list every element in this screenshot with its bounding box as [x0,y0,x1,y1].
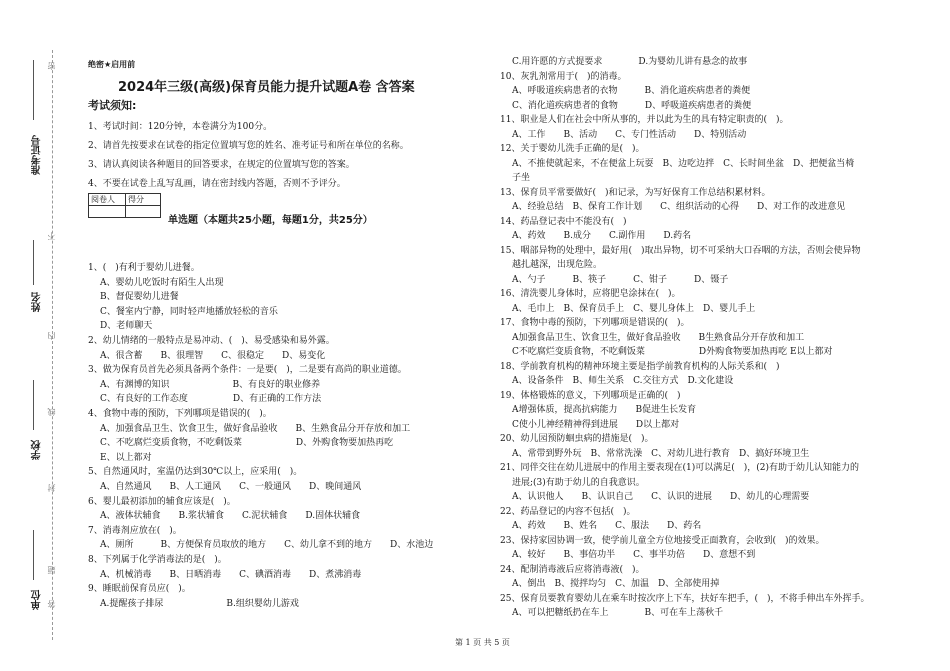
answer-options: A、自然通风 B、人工通风 C、一般通风 D、晚间通风 [100,482,362,492]
exam-number-label: 准考证号 [32,135,43,175]
exam-number-blank[interactable] [33,60,35,120]
school-label: 学校 [32,440,43,460]
seal-line [52,50,53,640]
grader-header: 阅卷人 [89,194,126,206]
question-stem: 7、消毒剂应放在( )。 [88,525,182,536]
secret-label: 绝密★启用前 [88,60,136,69]
answer-options: C.用许愿的方式提要求 D.为婴幼儿讲有悬念的故事 [512,57,748,67]
notice-item: 3、请认真阅读各种题目的回答要求，在规定的位置填写您的答案。 [88,160,355,170]
answer-options: A、设备条件 B、师生关系 C.交往方式 D.文化建设 [512,376,734,386]
seal-mark: 封 [47,484,56,492]
question-stem: 17、食物中毒的预防，下列哪项是错误的( )。 [500,318,690,328]
answer-options: A、加强食品卫生、饮食卫生，做好食品验收 B、生熟食品分开存放和加工 [100,423,411,434]
answer-options: A、倒出 B、搅拌均匀 C、加温 D、全部使用掉 [512,579,720,589]
question-stem: 19、体格锻炼的意义，下列哪项是正确的( ) [500,390,681,401]
question-stem: 25、保育员要教育婴幼儿在乘车时按次序上下车，扶好车把手，( )，不将手伸出车外挥手。 [500,593,870,604]
question-stem: 20、幼儿园预防蛔虫病的措施是( )。 [500,434,654,444]
answer-options: A、较好 B、事倍功半 C、事半功倍 D、意想不到 [512,550,756,560]
question-stem: 22、药品登记的内容不包括( )。 [500,506,636,517]
notice-item: 1、考试时间：120分钟，本卷满分为100分。 [88,122,273,132]
answer-options: C使小儿神经精神得到进展 D以上都对 [512,419,680,430]
question-stem: 4、食物中毒的预防，下列哪项是错误的( )。 [88,409,272,419]
seal-mark: 密 [47,62,56,70]
answer-options: B、督促婴幼儿进餐 [100,292,179,303]
answer-options: A、有渊博的知识 B、有良好的职业修养 [100,379,321,390]
question-stem: 18、学前教育机构的精神环境主要是指学前教育机构的人际关系和( ) [500,361,780,372]
question-stem: 13、保育员平常要做好( )和记录，为写好保育工作总结积累材料。 [500,187,771,198]
answer-options: A、很含蓄 B、很理智 C、很稳定 D、易变化 [100,350,326,361]
question-stem: 5、自然通风时，室温仍达到30℃以上，应采用( )。 [88,467,303,478]
seal-mark: 答 [47,600,56,608]
answer-options: A、认识他人 B、认识自己 C、认识的进展 D、幼儿的心理需要 [512,492,810,502]
answer-options: A、药效 B、姓名 C、服法 D、药名 [512,521,702,531]
score-table [88,193,161,218]
answer-options: A、药效 B.成分 C.副作用 D.药名 [512,231,692,241]
grader-cell[interactable] [89,206,126,218]
score-cell[interactable] [126,206,161,218]
answer-options: A增强体质，提高抗病能力 B促进生长发育 [512,405,697,415]
question-stem: 3、做为保育员首先必须具备两个条件：一是要( )，二是要有高尚的职业道德。 [88,365,407,376]
school-blank[interactable] [33,380,35,430]
unit-blank[interactable] [33,530,35,580]
answer-options: E、以上都对 [100,452,152,463]
question-stem: 11、职业是人们在社会中所从事的，并以此为生的具有特定职责的( )。 [500,115,789,125]
answer-options: A、经验总结 B、保育工作计划 C、组织活动的心得 D、对工作的改进意见 [512,202,846,212]
answer-options: C、有良好的工作态度 D、有正确的工作方法 [100,394,322,405]
question-stem: 23、保持家园协调一致，使学前儿童全方位地接受正面教育，会收到( )的效果。 [500,535,825,546]
page-title: 2024年三级(高级)保育员能力提升试题A卷 含答案 [118,80,415,95]
answer-options: A、可以把糖纸扔在车上 B、可在车上荡秋千 [512,608,724,618]
notice-item: 2、请首先按要求在试卷的指定位置填写您的姓名、准考证号和所在单位的名称。 [88,141,409,151]
score-header: 得分 [126,194,161,206]
answer-options: A、工作 B、活动 C、专门性活动 D、特别活动 [512,129,747,140]
answer-options: D、老师聊天 [100,321,153,332]
answer-options: A、机械消毒 B、日晒消毒 C、碘酒消毒 D、煮沸消毒 [100,569,362,580]
answer-options: 越扎越深，出现危险。 [512,260,603,270]
question-stem: 12、关于婴幼儿洗手正确的是( )。 [500,144,645,154]
name-label: 姓名 [32,292,43,312]
answer-options: A、婴幼儿吃饭时有陌生人出现 [100,277,224,288]
page-footer: 第 1 页 共 5 页 [455,638,510,647]
answer-options: A、呼吸道疾病患者的衣物 B、消化道疾病患者的粪便 [512,86,751,96]
question-stem: 14、药品登记表中不能没有( ) [500,216,627,227]
answer-options: 进展;(3)有助于幼儿的自我意识。 [512,477,645,488]
name-blank[interactable] [33,240,35,285]
notice-heading: 考试须知: [88,99,137,112]
question-stem: 9、睡眠前保育员应( )。 [88,584,191,595]
unit-label: 单位 [32,590,43,610]
answer-options: A.提醒孩子排尿 B.组织婴幼儿游戏 [100,598,299,609]
answer-options: A、毛巾上 B、保育员手上 C、婴儿身体上 D、婴儿手上 [512,303,756,314]
seal-mark: 不 [47,232,56,240]
question-stem: 8、下列属于化学消毒法的是( )。 [88,555,227,565]
answer-options: C、不吃腐烂变质食物，不吃剩饭菜 D、外购食物要加热再吃 [100,438,394,449]
question-stem: 21、同伴交往在幼儿进展中的作用主要表现在(1)可以满足( )，(2)有助于幼儿认知能力的 [500,463,859,473]
answer-options: A、不推使就起来，不在便盆上玩耍 B、边吃边拌 C、长时间坐盆 D、把便盆当椅 [512,158,855,169]
binding-margin [0,0,62,671]
answer-options: A加强食品卫生、饮食卫生，做好食品验收 B生熟食品分开存放和加工 [512,332,805,343]
notice-item: 4、不要在试卷上乱写乱画，请在密封线内答题，否则不予评分。 [88,179,346,189]
answer-options: A、液体状辅食 B.浆状辅食 C.泥状辅食 D.固体状辅食 [100,511,361,522]
seal-mark: 内 [47,332,56,340]
answer-options: A、勺子 B、筷子 C、钳子 D、镊子 [512,274,729,285]
question-stem: 24、配制消毒液后应将消毒液( )。 [500,564,645,575]
question-stem: 6、婴儿最初添加的辅食应该是( )。 [88,496,236,507]
answer-options: C、消化道疾病患者的食物 D、呼吸道疾病患者的粪便 [512,100,752,111]
seal-mark: 题 [47,566,56,574]
question-stem: 1、( )有利于婴幼儿进餐。 [88,263,200,273]
answer-options: A、厕所 B、方便保育员取放的地方 C、幼儿拿不到的地方 D、水池边 [100,540,434,551]
question-stem: 16、清洗婴儿身体时，应将肥皂涂抹在( )。 [500,289,681,299]
answer-options: A、常带到野外玩 B、常常洗澡 C、对幼儿进行教育 D、搞好环境卫生 [512,448,810,459]
question-stem: 10、灰乳剂常用于( )的消毒。 [500,71,627,82]
question-stem: 15、咽部异物的处理中，最好用( )取出异物，切不可采纳大口吞咽的方法，否则会使异物 [500,245,861,256]
section-heading: 单选题（本题共25小题，每题1分，共25分） [168,215,373,226]
seal-mark: 线 [47,408,56,416]
answer-options: 子坐 [512,173,531,183]
question-stem: 2、幼儿情绪的一般特点是易冲动、( )、易受感染和易外露。 [88,336,335,346]
answer-options: C、餐室内宁静，同时轻声地播放轻松的音乐 [100,306,278,317]
answer-options: C不吃腐烂变质食物，不吃剩饭菜 D外购食物要加热再吃 E以上都对 [512,347,833,357]
